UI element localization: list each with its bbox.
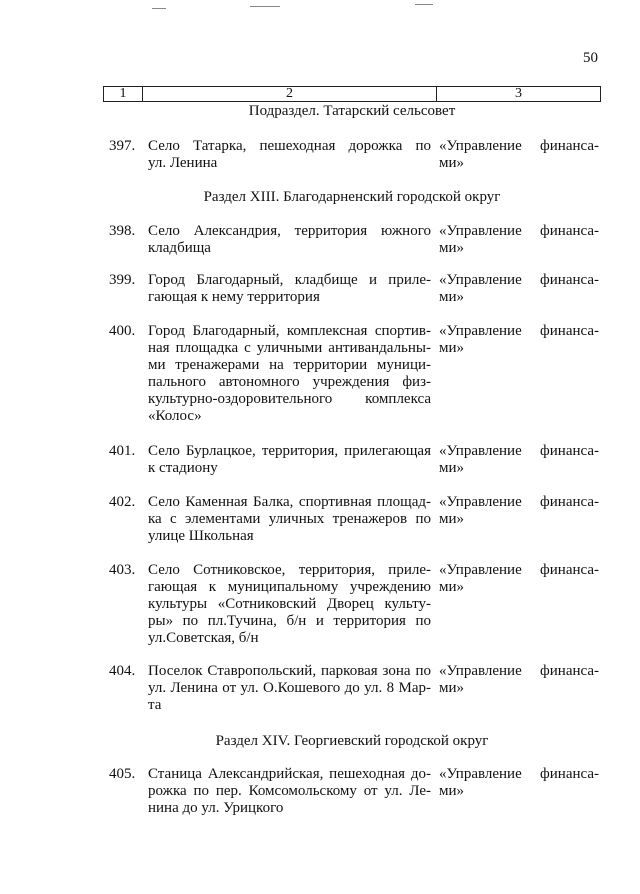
list-item <box>103 663 601 714</box>
description-line: культуры «Сотниковский Дворец культу- <box>148 596 431 612</box>
responsible-word: финанса- <box>540 138 599 154</box>
item-description <box>148 562 431 647</box>
section-title: Подраздел. Татарский сельсовет <box>248 103 456 119</box>
item-number: 398. <box>109 223 136 239</box>
responsible-word: «Управление <box>439 138 522 154</box>
description-line: Село Александрия, территория южного <box>148 223 431 239</box>
item-number: 405. <box>109 766 136 782</box>
description-line: ная площадка с уличными антивандальны- <box>148 340 431 356</box>
responsible-party <box>439 443 599 477</box>
description-line: Село Сотниковское, территория, приле- <box>148 562 431 578</box>
description-line: та <box>148 697 162 713</box>
section-title: Раздел XIV. Георгиевский городской округ <box>215 733 489 749</box>
responsible-word: финанса- <box>540 272 599 288</box>
responsible-line: ми» <box>439 579 465 595</box>
header-col-1: 1 <box>104 87 143 101</box>
item-description <box>148 443 431 477</box>
description-line: гающая к муниципальному учреждению <box>148 579 431 595</box>
responsible-word: «Управление <box>439 223 522 239</box>
scan-artifact <box>415 4 433 5</box>
list-item <box>103 766 601 817</box>
list-item <box>103 272 601 306</box>
responsible-word: финанса- <box>540 562 599 578</box>
header-col-3: 3 <box>515 86 522 101</box>
list-item <box>103 323 601 425</box>
responsible-party <box>439 766 599 800</box>
responsible-line: ми» <box>439 289 465 305</box>
description-line: ул. Ленина от ул. О.Кошевого до ул. 8 Мар- <box>148 680 431 696</box>
table-header <box>103 86 601 102</box>
list-item <box>103 223 601 257</box>
description-line: пального автономного учреждения физ- <box>148 374 431 390</box>
responsible-line: ми» <box>439 783 465 799</box>
description-line: «Колос» <box>148 408 202 424</box>
item-description <box>148 223 431 257</box>
responsible-party <box>439 138 599 172</box>
list-item <box>103 138 601 172</box>
item-number: 401. <box>109 443 136 459</box>
list-item <box>103 562 601 647</box>
header-col-2: 2 <box>143 87 437 101</box>
scan-artifact <box>250 6 280 7</box>
item-description <box>148 663 431 714</box>
responsible-party <box>439 663 599 697</box>
scan-artifact <box>152 8 166 9</box>
responsible-word: финанса- <box>540 223 599 239</box>
item-description <box>148 323 431 425</box>
item-number: 397. <box>109 138 136 154</box>
responsible-word: «Управление <box>439 443 522 459</box>
description-line: Станица Александрийская, пешеходная до- <box>148 766 431 782</box>
responsible-word: «Управление <box>439 766 522 782</box>
description-line: кладбища <box>148 240 211 256</box>
page-number: 50 <box>583 50 598 66</box>
description-line: Село Бурлацкое, территория, прилегающая <box>148 443 431 459</box>
description-line: ми тренажерами на территории муници- <box>148 357 431 373</box>
item-number: 402. <box>109 494 136 510</box>
responsible-word: финанса- <box>540 766 599 782</box>
responsible-word: финанса- <box>540 663 599 679</box>
section-title: Раздел XIII. Благодарненский городской округ <box>203 189 501 205</box>
list-item <box>103 443 601 477</box>
responsible-word: «Управление <box>439 323 522 339</box>
description-line: Город Благодарный, комплексная спортив- <box>148 323 431 339</box>
item-number: 404. <box>109 663 136 679</box>
description-line: Село Татарка, пешеходная дорожка по <box>148 138 431 154</box>
responsible-party <box>439 562 599 596</box>
responsible-party <box>439 272 599 306</box>
description-line: улице Школьная <box>148 528 254 544</box>
description-line: гающая к нему территория <box>148 289 320 305</box>
description-line: Поселок Ставропольский, парковая зона по <box>148 663 431 679</box>
description-line: нина до ул. Урицкого <box>148 800 284 816</box>
responsible-line: ми» <box>439 460 465 476</box>
responsible-word: «Управление <box>439 494 522 510</box>
responsible-word: финанса- <box>540 323 599 339</box>
description-line: культурно-оздоровительного комплекса <box>148 391 431 407</box>
responsible-word: «Управление <box>439 663 522 679</box>
responsible-word: «Управление <box>439 272 522 288</box>
responsible-word: «Управление <box>439 562 522 578</box>
item-description <box>148 272 431 306</box>
description-line: ул.Советская, б/н <box>148 630 259 646</box>
description-line: Село Каменная Балка, спортивная площад- <box>148 494 431 510</box>
item-description <box>148 766 431 817</box>
responsible-line: ми» <box>439 511 465 527</box>
description-line: ка с элементами уличных тренажеров по <box>148 511 431 527</box>
responsible-line: ми» <box>439 240 465 256</box>
responsible-party <box>439 323 599 357</box>
responsible-line: ми» <box>439 155 465 171</box>
responsible-party <box>439 494 599 528</box>
description-line: рожка по пер. Комсомольскому от ул. Ле- <box>148 783 431 799</box>
item-number: 399. <box>109 272 136 288</box>
item-description <box>148 138 431 172</box>
description-line: к стадиону <box>148 460 218 476</box>
responsible-line: ми» <box>439 680 465 696</box>
item-number: 400. <box>109 323 136 339</box>
responsible-line: ми» <box>439 340 465 356</box>
responsible-party <box>439 223 599 257</box>
item-description <box>148 494 431 545</box>
description-line: ул. Ленина <box>148 155 218 171</box>
item-number: 403. <box>109 562 136 578</box>
description-line: ры» по пл.Тучина, б/н и территория по <box>148 613 431 629</box>
responsible-word: финанса- <box>540 494 599 510</box>
list-item <box>103 494 601 545</box>
description-line: Город Благодарный, кладбище и приле- <box>148 272 431 288</box>
responsible-word: финанса- <box>540 443 599 459</box>
